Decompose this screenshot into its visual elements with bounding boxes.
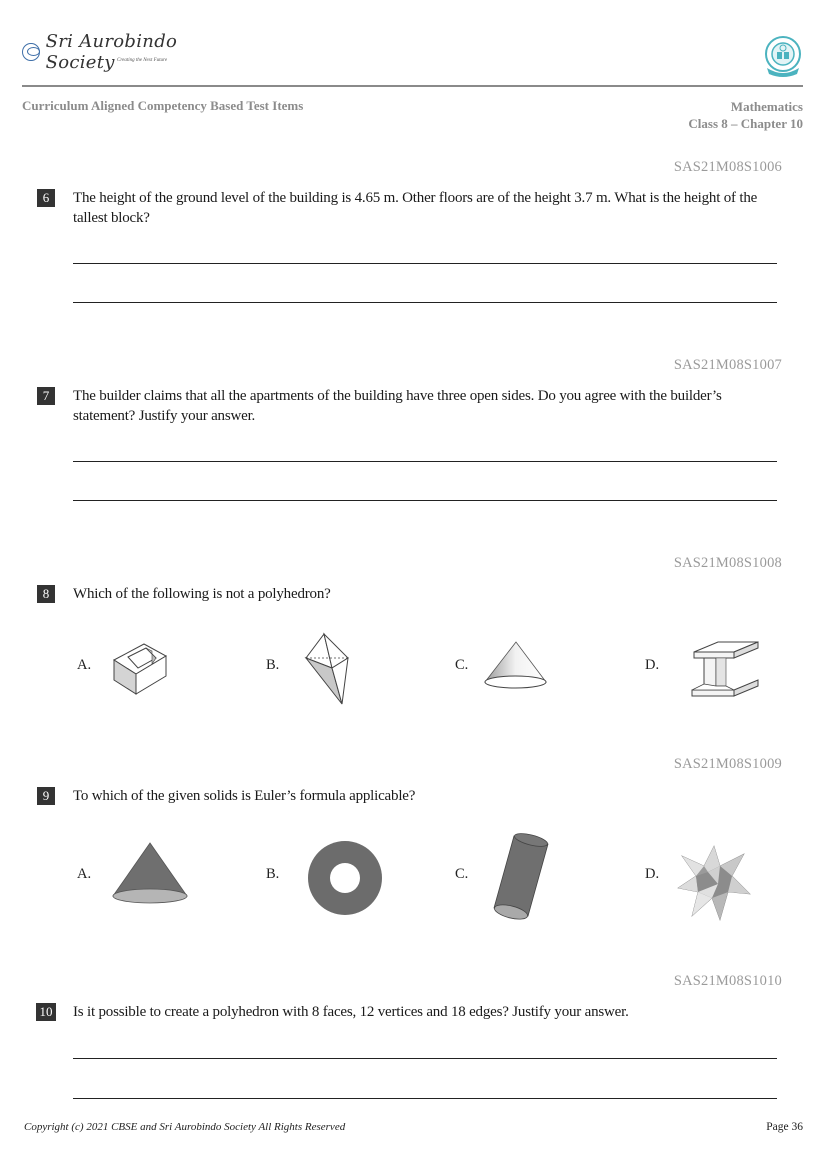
page-number: Page 36 (766, 1121, 803, 1133)
question-number-badge: 6 (37, 189, 55, 207)
question-number-badge: 10 (36, 1003, 56, 1021)
irregular-bipyramid-icon[interactable] (302, 630, 358, 708)
question-text: The builder claims that all the apartments of the building have three open sides. Do you agree with the builder’s statement? Justify your answer. (73, 388, 722, 424)
option-d-label[interactable]: D. (645, 866, 660, 882)
answer-line[interactable] (73, 1058, 777, 1059)
question-number-badge: 7 (37, 387, 55, 405)
hollow-rectangular-block-icon[interactable] (108, 628, 170, 698)
answer-line[interactable] (73, 302, 777, 303)
question-text: Is it possible to create a polyhedron with 8 faces, 12 vertices and 18 edges? Justify your answer. (73, 1004, 629, 1020)
cylinder-icon[interactable] (492, 830, 558, 924)
sri-aurobindo-society-logo (22, 31, 192, 73)
document-series-title: Curriculum Aligned Competency Based Test Items (22, 98, 304, 113)
option-a-label[interactable]: A. (77, 657, 92, 673)
copyright-notice: Copyright (c) 2021 CBSE and Sri Aurobindo Society All Rights Reserved (24, 1121, 346, 1133)
question-text: The height of the ground level of the building is 4.65 m. Other floors are of the height 3.7 m. What is the height of the tallest block? (73, 190, 758, 226)
question-code: SAS21M08S1010 (673, 973, 782, 989)
option-d-label[interactable]: D. (645, 657, 660, 673)
option-a-label[interactable]: A. (77, 866, 92, 882)
answer-line[interactable] (73, 263, 777, 264)
subject-label: Mathematics (730, 99, 803, 114)
question-number-badge: 8 (37, 585, 55, 603)
question-number-badge: 9 (37, 787, 55, 805)
logo-text: Sri Aurobindo Society (45, 31, 178, 73)
stellated-polyhedron-icon[interactable] (674, 844, 752, 924)
torus-icon[interactable] (306, 838, 384, 918)
question-text: To which of the given solids is Euler’s formula applicable? (73, 788, 416, 804)
question-code: SAS21M08S1008 (673, 555, 782, 571)
society-emblem-icon (22, 43, 40, 61)
cbse-seal-icon (761, 34, 805, 78)
subject-block (688, 98, 803, 132)
option-b-label[interactable]: B. (266, 657, 280, 673)
option-c-label[interactable]: C. (455, 866, 469, 882)
answer-line[interactable] (73, 500, 777, 501)
question-code: SAS21M08S1007 (673, 357, 782, 373)
cone-icon[interactable] (482, 640, 550, 692)
option-c-label[interactable]: C. (455, 657, 469, 673)
option-b-label[interactable]: B. (266, 866, 280, 882)
cone-icon[interactable] (110, 840, 190, 908)
answer-line[interactable] (73, 1098, 777, 1099)
class-chapter-label: Class 8 – Chapter 10 (688, 116, 803, 131)
logo-tagline: Creating the Next Future (117, 58, 168, 63)
question-text: Which of the following is not a polyhedron? (73, 586, 331, 602)
i-beam-icon[interactable] (688, 640, 760, 702)
answer-line[interactable] (73, 461, 777, 462)
question-code: SAS21M08S1006 (673, 159, 782, 175)
question-code: SAS21M08S1009 (673, 756, 782, 772)
header-divider (22, 85, 803, 87)
